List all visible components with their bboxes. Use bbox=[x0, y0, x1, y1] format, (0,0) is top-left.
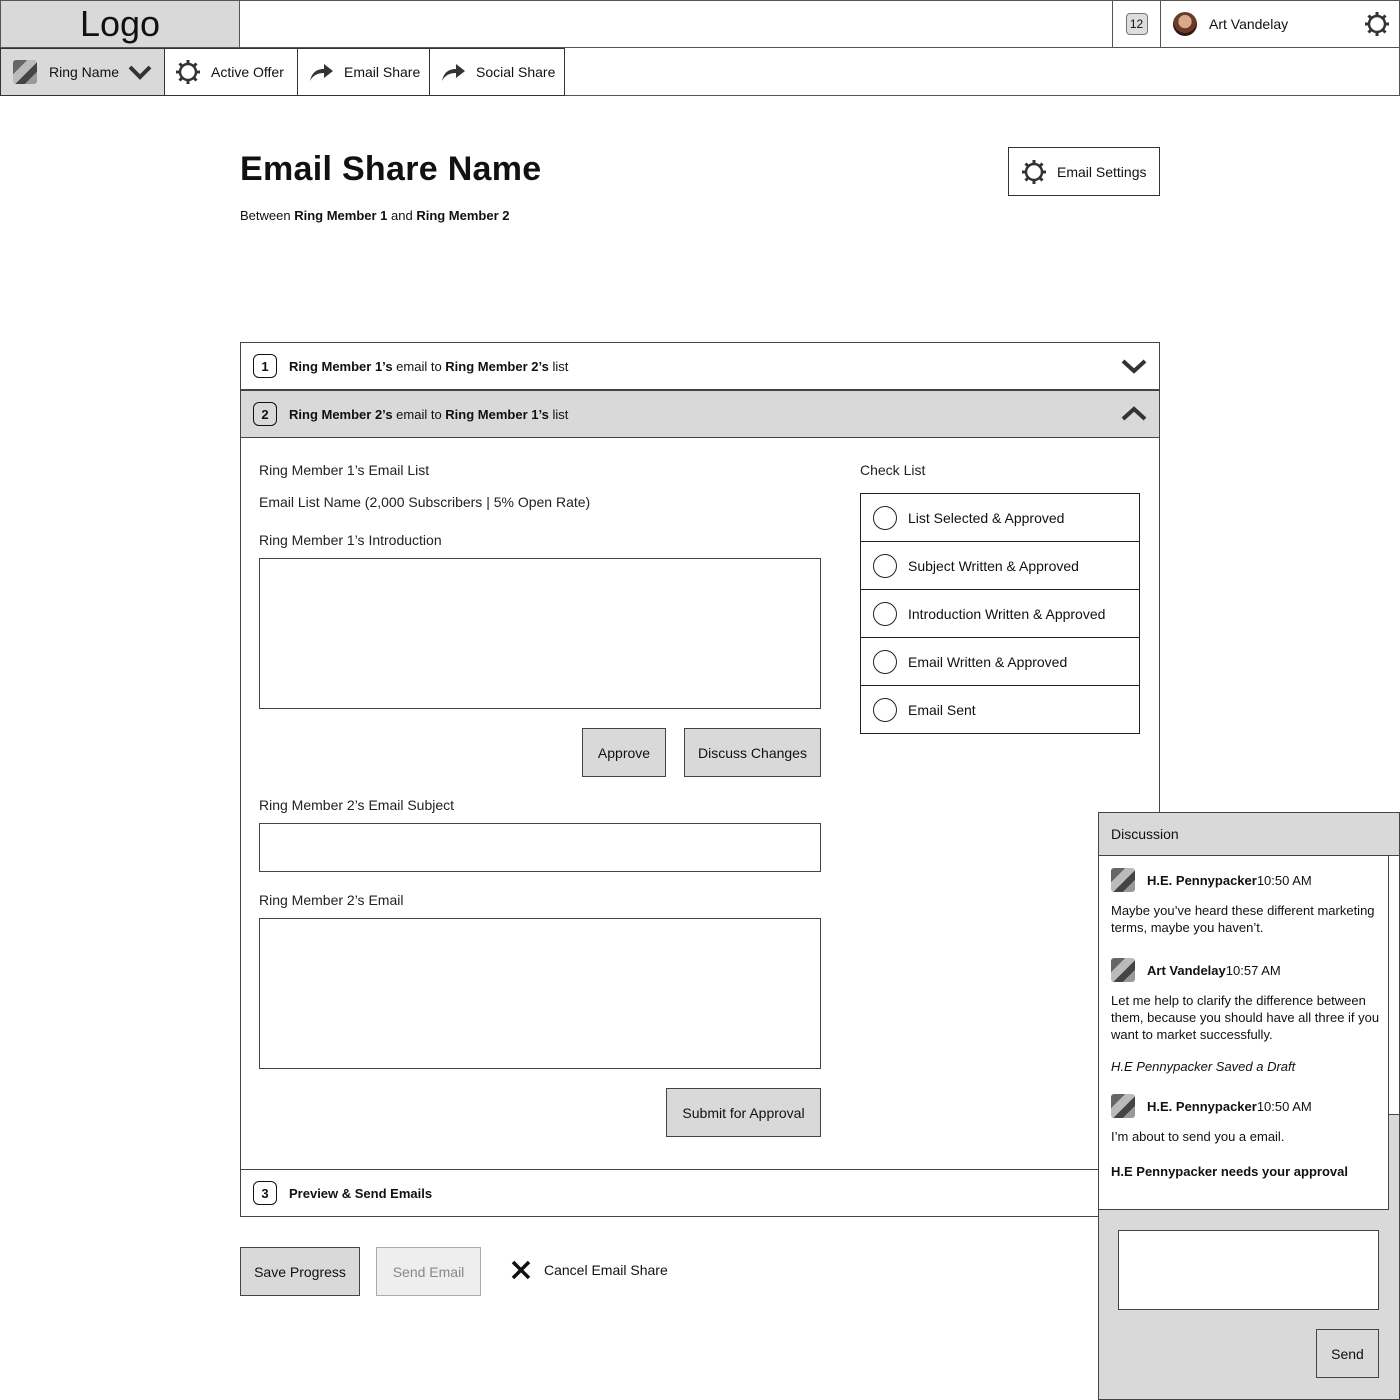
discussion-send-button[interactable]: Send bbox=[1316, 1329, 1379, 1378]
email-settings-label: Email Settings bbox=[1057, 163, 1147, 180]
accordion-step-1[interactable] bbox=[240, 342, 1160, 390]
step-2-mid: email to bbox=[392, 406, 446, 422]
nav-social-share[interactable] bbox=[429, 48, 565, 96]
message-avatar bbox=[1111, 1094, 1135, 1118]
accordion-step-3[interactable] bbox=[240, 1169, 1100, 1217]
step-2-title bbox=[289, 407, 568, 422]
draft-note: H.E Pennypacker Saved a Draft bbox=[1111, 1059, 1296, 1074]
checklist-title: Check List bbox=[860, 462, 926, 478]
user-menu[interactable] bbox=[1160, 0, 1400, 48]
checklist-item[interactable] bbox=[860, 493, 1140, 542]
nav-email-share[interactable] bbox=[297, 48, 430, 96]
step-3-title: Preview & Send Emails bbox=[289, 1185, 433, 1201]
gear-icon bbox=[1021, 159, 1047, 185]
accordion-step-2[interactable] bbox=[240, 390, 1160, 438]
message-text: I’m about to send you a email. bbox=[1111, 1129, 1285, 1144]
checklist-item-label: Email Sent bbox=[908, 701, 976, 718]
save-progress-button[interactable]: Save Progress bbox=[240, 1247, 360, 1296]
step-number: 3 bbox=[253, 1181, 277, 1205]
step-2-to: Ring Member 1’s bbox=[445, 406, 549, 422]
message-text: Let me help to clarify the difference between them, because you should have all three if you want to market successfully. bbox=[1111, 993, 1380, 1042]
submit-for-approval-button[interactable]: Submit for Approval bbox=[666, 1088, 821, 1137]
introduction-label: Ring Member 1’s Introduction bbox=[259, 532, 442, 548]
email-list-label: Ring Member 1’s Email List bbox=[259, 462, 430, 478]
discussion-header: Discussion bbox=[1098, 812, 1400, 856]
message-time: 10:50 AM bbox=[1256, 1098, 1312, 1114]
ring-avatar bbox=[13, 60, 37, 84]
discussion-input[interactable] bbox=[1118, 1230, 1379, 1310]
message bbox=[1111, 958, 1381, 1042]
subtitle-and: and bbox=[387, 208, 417, 223]
share-arrow-icon bbox=[308, 61, 334, 83]
close-icon bbox=[510, 1259, 532, 1281]
chevron-up-icon[interactable] bbox=[1121, 403, 1147, 428]
checkbox[interactable] bbox=[873, 602, 897, 626]
approval-note: H.E Pennypacker needs your approval bbox=[1111, 1164, 1348, 1179]
message-avatar bbox=[1111, 958, 1135, 982]
step-2-from: Ring Member 2’s bbox=[289, 406, 393, 422]
checklist-item[interactable] bbox=[860, 637, 1140, 686]
logo-text: Logo bbox=[79, 3, 161, 44]
email-subject-input[interactable] bbox=[259, 823, 821, 872]
gear-icon bbox=[175, 59, 201, 85]
cancel-email-share-link[interactable] bbox=[510, 1259, 668, 1281]
subtitle-member-1: Ring Member 1 bbox=[294, 208, 388, 223]
approve-button[interactable]: Approve bbox=[582, 728, 666, 777]
message-author: H.E. Pennypacker bbox=[1147, 1098, 1257, 1114]
cancel-email-share-label: Cancel Email Share bbox=[544, 1262, 668, 1278]
checklist-item-label: List Selected & Approved bbox=[908, 509, 1065, 526]
checkbox[interactable] bbox=[873, 650, 897, 674]
checklist-item-label: Subject Written & Approved bbox=[908, 557, 1079, 574]
discussion-messages[interactable] bbox=[1099, 856, 1389, 1210]
nav-social-share-label: Social Share bbox=[476, 64, 556, 80]
message bbox=[1111, 868, 1381, 936]
message-time: 10:50 AM bbox=[1256, 872, 1312, 888]
message-text: Maybe you’ve heard these different marketing terms, maybe you haven’t. bbox=[1111, 903, 1375, 935]
step-1-end: list bbox=[548, 358, 569, 374]
subtitle-prefix: Between bbox=[240, 208, 295, 223]
logo[interactable] bbox=[0, 0, 240, 48]
step-number: 1 bbox=[253, 354, 277, 378]
page-title: Email Share Name bbox=[240, 150, 542, 188]
email-body-label: Ring Member 2’s Email bbox=[259, 892, 404, 908]
gear-icon[interactable] bbox=[1364, 11, 1390, 40]
checklist-item[interactable] bbox=[860, 685, 1140, 734]
discussion-scrollbar-thumb[interactable] bbox=[1389, 1114, 1399, 1210]
checklist-item-label: Email Written & Approved bbox=[908, 653, 1068, 670]
checklist-item-label: Introduction Written & Approved bbox=[908, 605, 1106, 622]
email-body-textarea[interactable] bbox=[259, 918, 821, 1069]
email-subject-label: Ring Member 2’s Email Subject bbox=[259, 797, 455, 813]
nav-email-share-label: Email Share bbox=[344, 64, 421, 80]
message-author: H.E. Pennypacker bbox=[1147, 872, 1257, 888]
checklist-item[interactable] bbox=[860, 589, 1140, 638]
introduction-textarea[interactable] bbox=[259, 558, 821, 709]
share-arrow-icon bbox=[440, 61, 466, 83]
user-name: Art Vandelay bbox=[1209, 16, 1289, 32]
chevron-down-icon[interactable] bbox=[128, 63, 152, 84]
chevron-down-icon[interactable] bbox=[1121, 355, 1147, 380]
step-1-from: Ring Member 1’s bbox=[289, 358, 393, 374]
step-2-end: list bbox=[548, 406, 569, 422]
message-time: 10:57 AM bbox=[1225, 962, 1281, 978]
user-avatar bbox=[1173, 12, 1197, 36]
step-number: 2 bbox=[253, 402, 277, 426]
message bbox=[1111, 1094, 1381, 1145]
nav-ring-name-label: Ring Name bbox=[49, 64, 120, 80]
step-1-title bbox=[289, 359, 568, 374]
checkbox[interactable] bbox=[873, 698, 897, 722]
nav-ring-name[interactable] bbox=[0, 48, 165, 96]
email-list-value: Email List Name (2,000 Subscribers | 5% Open Rate) bbox=[259, 494, 591, 510]
message-avatar bbox=[1111, 868, 1135, 892]
message-author: Art Vandelay bbox=[1147, 962, 1226, 978]
nav-active-offer-label: Active Offer bbox=[211, 64, 284, 80]
subtitle-member-2: Ring Member 2 bbox=[416, 208, 510, 223]
page-subtitle bbox=[240, 208, 510, 223]
notification-badge[interactable]: 12 bbox=[1126, 13, 1148, 35]
step-1-mid: email to bbox=[392, 358, 446, 374]
discuss-changes-button[interactable]: Discuss Changes bbox=[684, 728, 821, 777]
checklist-item[interactable] bbox=[860, 541, 1140, 590]
step-1-to: Ring Member 2’s bbox=[445, 358, 549, 374]
checkbox[interactable] bbox=[873, 506, 897, 530]
notifications[interactable] bbox=[1112, 0, 1160, 48]
nav-active-offer[interactable] bbox=[164, 48, 298, 96]
send-email-button[interactable]: Send Email bbox=[376, 1247, 481, 1296]
checkbox[interactable] bbox=[873, 554, 897, 578]
email-settings-button[interactable] bbox=[1008, 147, 1160, 196]
